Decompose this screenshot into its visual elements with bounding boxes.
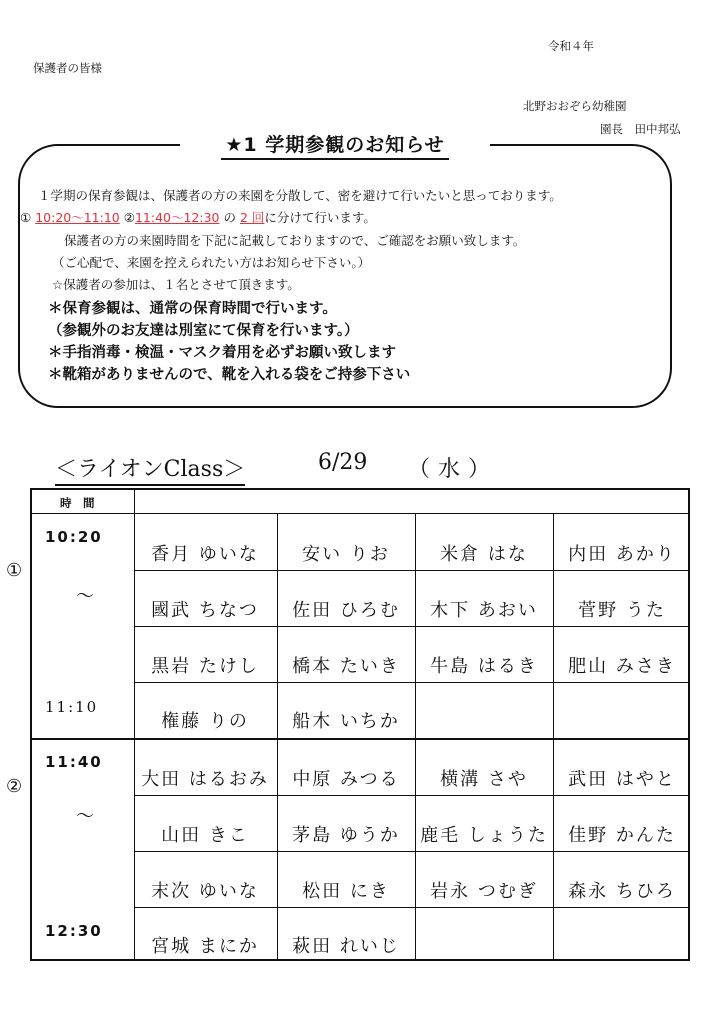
student-name: 牛島 はるき xyxy=(430,656,538,677)
student-name: 森永 ちひろ xyxy=(568,881,676,902)
row-line xyxy=(134,682,690,683)
student-name: 松田 にき xyxy=(302,881,390,902)
session-2-start: 11:40 xyxy=(45,753,103,771)
notice-line-8: ＊手指消毒・検温・マスク着用を必ずお願い致します xyxy=(48,345,396,361)
student-name: 黒岩 たけし xyxy=(151,656,259,677)
row-line xyxy=(134,851,690,852)
student-name: 國武 ちなつ xyxy=(151,600,259,621)
student-name: 岩永 つむぎ xyxy=(430,881,538,902)
row-line xyxy=(134,570,690,571)
student-name: 船木 いちか xyxy=(292,711,400,732)
visit-date: 6/29 xyxy=(318,450,368,475)
notice-line-9: ＊靴箱がありませんので、靴を入れる袋をご持参下さい xyxy=(48,367,411,383)
session-1-tilde: ～ xyxy=(76,586,94,607)
principal-name: 園長 田中邦弘 xyxy=(600,122,681,136)
notice-line-7: （参観外のお友達は別室にて保育を行います。） xyxy=(48,323,359,339)
student-name: 木下 あおい xyxy=(430,600,538,621)
session-1-mark: ① xyxy=(20,210,32,225)
session-divider xyxy=(30,738,690,740)
session-1-time: 10:20～11:10 xyxy=(35,210,120,225)
times-count: 2 回 xyxy=(239,210,265,225)
session-2-end: 12:30 xyxy=(45,922,103,940)
student-name: 香月 ゆいな xyxy=(151,544,259,565)
student-name: 横溝 さや xyxy=(440,769,528,790)
student-name: 鹿毛 しょうた xyxy=(420,825,548,846)
student-name: 中原 みつる xyxy=(292,769,400,790)
visit-weekday: （水） xyxy=(408,457,499,482)
row-line xyxy=(134,626,690,627)
session-2-time: 11:40～12:30 xyxy=(134,210,220,225)
school-name: 北野おおぞら幼稚園 xyxy=(523,99,627,113)
session-1-start: 10:20 xyxy=(45,528,103,546)
row-line xyxy=(134,795,690,796)
col-line-1 xyxy=(134,488,135,961)
student-name: 大田 はるおみ xyxy=(141,769,269,790)
student-name: 山田 きこ xyxy=(161,825,249,846)
line2-mid: の xyxy=(223,210,236,225)
header-row-line xyxy=(30,513,690,514)
student-name: 内田 あかり xyxy=(568,544,676,565)
student-name: 末次 ゆいな xyxy=(151,881,259,902)
student-name: 安い りお xyxy=(302,544,390,565)
student-name: 橋本 たいき xyxy=(292,656,400,677)
time-header: 時 間 xyxy=(60,496,95,510)
student-name: 権藤 りの xyxy=(161,711,249,732)
session-2-mark: ② xyxy=(123,210,135,225)
notice-line-2 xyxy=(20,208,376,226)
row-line xyxy=(134,907,690,908)
notice-line-3: 保護者の方の来園時間を下記に記載しておりますので、ご確認をお願い致します。 xyxy=(64,233,526,248)
student-name: 米倉 はな xyxy=(440,544,528,565)
notice-line-4: （ご心配で、来園を控えられたい方はお知らせ下さい。） xyxy=(52,255,371,270)
notice-line-5: ☆保護者の参加は、１名とさせて頂きます。 xyxy=(52,277,300,292)
notice-title: ★1 学期参観のお知らせ xyxy=(180,130,490,158)
session-1-marker: ① xyxy=(6,560,23,581)
student-name: 茅島 ゆうか xyxy=(292,825,400,846)
notice-line-6: ＊保育参観は、通常の保育時間で行います。 xyxy=(48,301,337,317)
student-name: 宮城 まにか xyxy=(151,936,259,957)
session-1-end: 11:10 xyxy=(45,698,99,716)
session-2-marker: ② xyxy=(6,776,23,797)
session-2-tilde: ～ xyxy=(76,806,94,827)
student-name: 武田 はやと xyxy=(568,769,676,790)
class-name: ＜ライオンClass＞ xyxy=(55,452,245,486)
line2-end: に分けて行います。 xyxy=(264,210,376,225)
student-name: 肥山 みさき xyxy=(568,656,676,677)
notice-line-1: １学期の保育参観は、保護者の方の来園を分散して、密を避けて行いたいと思っております。 xyxy=(38,188,562,203)
recipient: 保護者の皆様 xyxy=(33,61,102,75)
student-name: 萩田 れいじ xyxy=(292,936,400,957)
student-name: 佐田 ひろむ xyxy=(292,600,400,621)
era-year: 令和４年 xyxy=(548,39,594,53)
student-name: 菅野 うた xyxy=(578,600,666,621)
student-name: 佳野 かんた xyxy=(568,825,676,846)
